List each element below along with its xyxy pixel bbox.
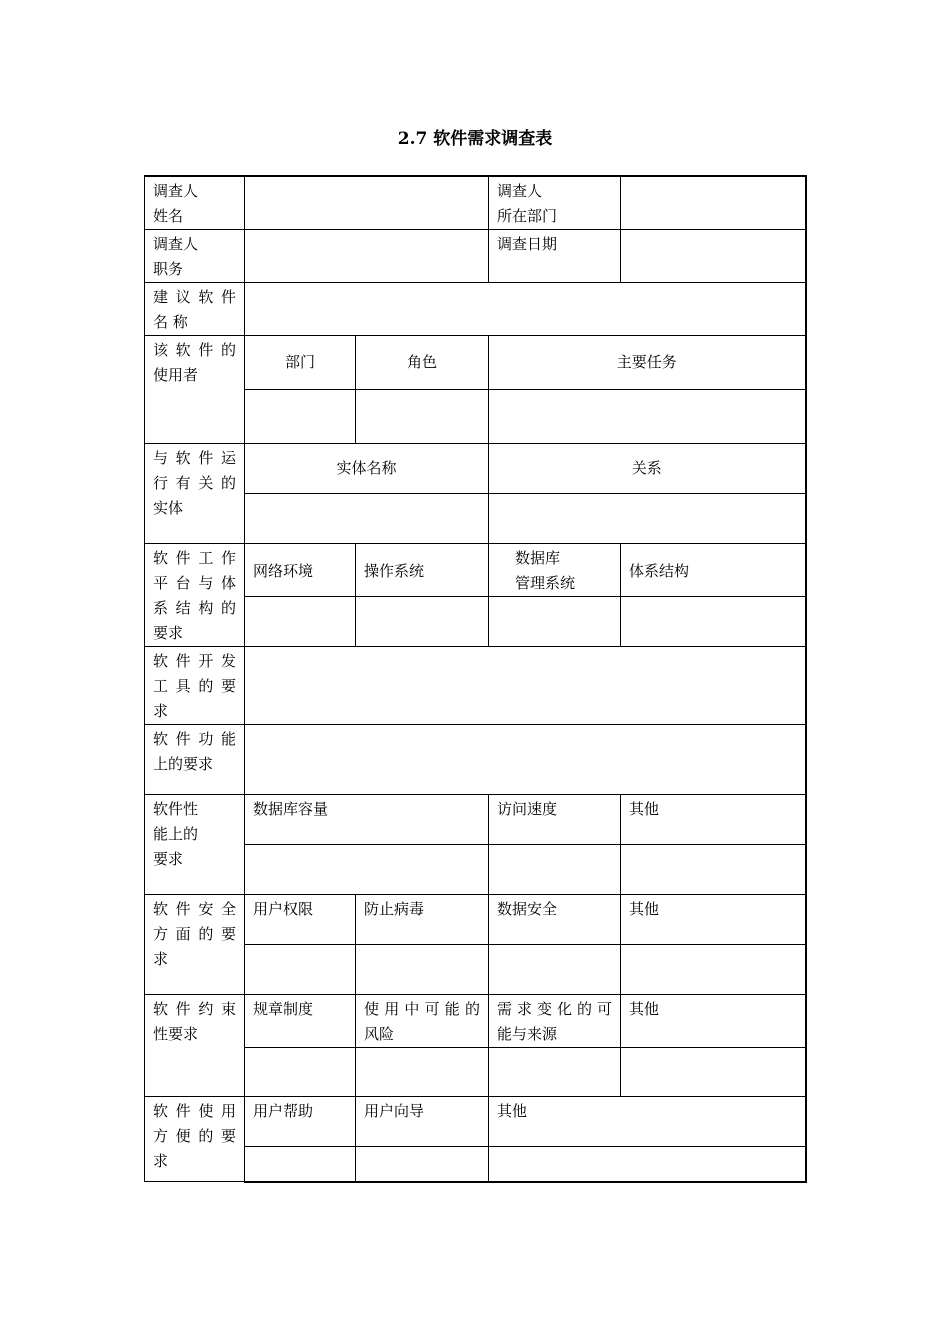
entity-relation-field[interactable] (489, 494, 806, 544)
platform-label: 软 件 工 作 平 台 与 体 系 结 构 的 要求 (145, 544, 245, 647)
network-field[interactable] (245, 597, 356, 647)
dbms-header: 数据库 管理系统 (489, 544, 621, 597)
security-other-header: 其他 (621, 895, 806, 945)
wizard-field[interactable] (356, 1147, 489, 1182)
help-field[interactable] (245, 1147, 356, 1182)
entities-label: 与 软 件 运 行 有 关 的 实体 (145, 444, 245, 544)
change-header: 需 求 变 化 的 可 能与来源 (489, 995, 621, 1048)
security-label: 软 件 安 全 方 面 的 要 求 (145, 895, 245, 995)
surveyor-position-field[interactable] (245, 230, 489, 283)
surveyor-dept-field[interactable] (621, 176, 806, 230)
antivirus-header: 防止病毒 (356, 895, 489, 945)
permission-field[interactable] (245, 945, 356, 995)
access-speed-field[interactable] (489, 845, 621, 895)
users-role-header: 角色 (356, 336, 489, 390)
users-role-field[interactable] (356, 390, 489, 444)
db-capacity-field[interactable] (245, 845, 489, 895)
access-speed-header: 访问速度 (489, 795, 621, 845)
survey-date-label: 调查日期 (489, 230, 621, 283)
function-field[interactable] (245, 725, 806, 795)
users-label: 该 软 件 的 使用者 (145, 336, 245, 444)
usability-label: 软 件 使 用 方 便 的 要 求 (145, 1097, 245, 1182)
dbms-field[interactable] (489, 597, 621, 647)
users-task-field[interactable] (489, 390, 806, 444)
entity-name-header: 实体名称 (245, 444, 489, 494)
users-dept-header: 部门 (245, 336, 356, 390)
dev-tools-label: 软 件 开 发 工 具 的 要 求 (145, 647, 245, 725)
entity-name-field[interactable] (245, 494, 489, 544)
constraints-other-field[interactable] (621, 1048, 806, 1097)
constraints-other-header: 其他 (621, 995, 806, 1048)
data-security-field[interactable] (489, 945, 621, 995)
surveyor-name-field[interactable] (245, 176, 489, 230)
rules-field[interactable] (245, 1048, 356, 1097)
arch-header: 体系结构 (621, 544, 806, 597)
rules-header: 规章制度 (245, 995, 356, 1048)
wizard-header: 用户向导 (356, 1097, 489, 1147)
usability-other-header: 其他 (489, 1097, 806, 1147)
entity-relation-header: 关系 (489, 444, 806, 494)
function-label: 软 件 功 能 上的要求 (145, 725, 245, 795)
data-security-header: 数据安全 (489, 895, 621, 945)
survey-form (144, 175, 807, 1183)
risk-field[interactable] (356, 1048, 489, 1097)
db-capacity-header: 数据库容量 (245, 795, 489, 845)
surveyor-dept-label: 调查人 所在部门 (489, 176, 621, 230)
page-title: 2.7 软件需求调查表 (397, 129, 553, 149)
performance-other-header: 其他 (621, 795, 806, 845)
survey-date-field[interactable] (621, 230, 806, 283)
software-name-label: 建 议 软 件 名 称 (145, 283, 245, 336)
performance-label: 软件性 能上的 要求 (145, 795, 245, 895)
network-header: 网络环境 (245, 544, 356, 597)
permission-header: 用户权限 (245, 895, 356, 945)
users-task-header: 主要任务 (489, 336, 806, 390)
usability-other-field[interactable] (489, 1147, 806, 1182)
users-dept-field[interactable] (245, 390, 356, 444)
help-header: 用户帮助 (245, 1097, 356, 1147)
surveyor-name-label: 调查人 姓名 (145, 176, 245, 230)
dev-tools-field[interactable] (245, 647, 806, 725)
performance-other-field[interactable] (621, 845, 806, 895)
arch-field[interactable] (621, 597, 806, 647)
constraints-label: 软 件 约 束 性要求 (145, 995, 245, 1097)
antivirus-field[interactable] (356, 945, 489, 995)
risk-header: 使 用 中 可 能 的 风险 (356, 995, 489, 1048)
change-field[interactable] (489, 1048, 621, 1097)
surveyor-position-label: 调查人 职务 (145, 230, 245, 283)
os-field[interactable] (356, 597, 489, 647)
os-header: 操作系统 (356, 544, 489, 597)
security-other-field[interactable] (621, 945, 806, 995)
software-name-field[interactable] (245, 283, 806, 336)
